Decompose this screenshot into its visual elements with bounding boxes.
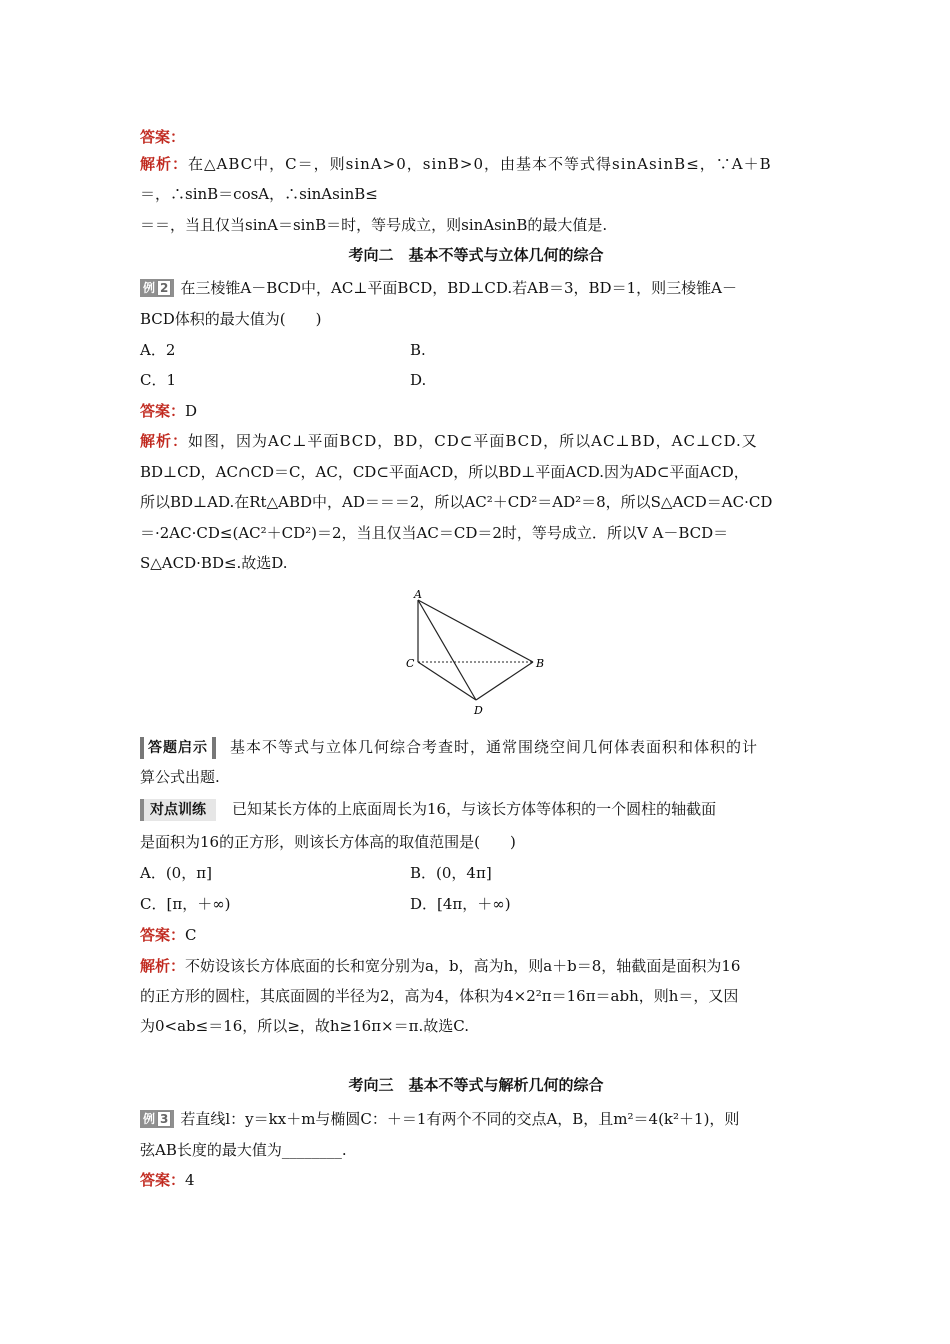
hint-text-1: 基本不等式与立体几何综合考查时，通常围绕空间几何体表面积和体积的计 <box>230 738 759 756</box>
vertex-label-d: D <box>474 704 483 717</box>
hint-line-2: 算公式出题. <box>140 768 220 786</box>
edge-cd <box>418 662 476 700</box>
training-analysis-1 <box>140 955 812 977</box>
example-2-analysis-2: BD⊥CD，AC∩CD＝C，AC，CD⊂平面ACD，所以BD⊥平面ACD.因为AD⊂平面ACD， <box>140 463 749 481</box>
answer-label: 答案： <box>140 926 186 944</box>
example-3-question-2: 弦AB长度的最大值为________. <box>140 1141 347 1159</box>
answer-label: 答案： <box>140 402 186 420</box>
section-heading-3: 考向三 基本不等式与解析几何的综合 <box>348 1076 604 1094</box>
edge-bd <box>476 662 533 700</box>
analysis-line-3: ＝＝，当且仅当sinA＝sinB＝时，等号成立，则sinAsinB的最大值是. <box>140 216 608 234</box>
training-answer <box>140 924 812 946</box>
example-badge-text: 例 <box>143 1112 156 1126</box>
example-badge-number: 3 <box>157 1111 171 1127</box>
example-2-answer <box>140 400 812 422</box>
answer-label: 答案： <box>140 1171 186 1189</box>
example-3-line-1 <box>140 1108 812 1130</box>
option-b: B．(0，4π] <box>410 864 492 882</box>
vertex-label-b: B <box>536 657 545 670</box>
analysis-line-2: ＝，∴sinB＝cosA，∴sinAsinB≤ <box>140 185 378 203</box>
example-3-answer <box>140 1169 812 1191</box>
option-d: D. <box>410 371 427 389</box>
training-question-1: 已知某长方体的上底面周长为16，与该长方体等体积的一个圆柱的轴截面 <box>232 800 717 818</box>
example-badge-number: 2 <box>157 280 171 296</box>
analysis-label: 解析： <box>140 155 189 173</box>
vertex-label-a: A <box>414 588 422 601</box>
analysis-text-1: 在△ABC中，C＝，则sinA>0，sinB>0，由基本不等式得sinAsinB≤，∵A＋B <box>188 155 772 173</box>
example-2-analysis-4: ＝·2AC·CD≤(AC²＋CD²)＝2，当且仅当AC＝CD＝2时，等号成立．所以V A－BCD＝ <box>140 524 729 542</box>
analysis-line <box>140 153 812 175</box>
answer-value: 4 <box>185 1171 195 1189</box>
analysis-text: 如图，因为AC⊥平面BCD，BD，CD⊂平面BCD，所以AC⊥BD，AC⊥CD.又 <box>188 432 758 450</box>
option-c: C．1 <box>140 371 177 389</box>
example-3-question-1: 若直线l：y＝kx＋m与椭圆C：＋＝1有两个不同的交点A，B，且m²＝4(k²＋1)，则 <box>180 1110 740 1128</box>
example-2-options-ab <box>140 339 812 361</box>
training-analysis-3: 为0<ab≤＝16，所以≥，故h≥16π×＝π.故选C. <box>140 1017 469 1035</box>
tetrahedron-diagram <box>400 588 560 720</box>
option-b: B. <box>410 341 426 359</box>
example-2-analysis-5: S△ACD·BD≤.故选D. <box>140 554 288 572</box>
edge-ab <box>418 600 533 662</box>
hint-line-1 <box>140 736 812 759</box>
example-2-question-2: BCD体积的最大值为( ) <box>140 310 322 328</box>
option-c: C．[π，＋∞) <box>140 895 231 913</box>
analysis-label: 解析： <box>140 432 189 450</box>
answer-label: 答案： <box>140 128 186 146</box>
answer-value: D <box>185 402 198 420</box>
example-badge-text: 例 <box>143 281 156 295</box>
option-d: D．[4π，＋∞) <box>410 895 511 913</box>
training-question-2: 是面积为16的正方形，则该长方体高的取值范围是( ) <box>140 833 516 851</box>
training-options-cd <box>140 893 812 915</box>
example-badge <box>140 279 174 297</box>
section-heading-2: 考向二 基本不等式与立体几何的综合 <box>348 246 604 264</box>
example-2-analysis-1 <box>140 430 812 452</box>
training-options-ab <box>140 862 812 884</box>
training-line-1 <box>140 798 812 821</box>
analysis-text: 不妨设该长方体底面的长和宽分别为a，b，高为h，则a＋b＝8，轴截面是面积为16 <box>185 957 741 975</box>
vertex-label-c: C <box>406 657 415 670</box>
example-2-options-cd <box>140 369 812 391</box>
answer-line-1 <box>140 126 812 148</box>
example-badge <box>140 1110 174 1128</box>
example-2-line-1 <box>140 277 812 299</box>
analysis-label: 解析： <box>140 957 186 975</box>
training-badge: 对点训练 <box>140 799 216 821</box>
training-analysis-2: 的正方形的圆柱，其底面圆的半径为2，高为4，体积为4×2²π＝16π＝abh，则h＝，又因 <box>140 987 739 1005</box>
hint-badge: 答题启示 <box>140 737 216 759</box>
example-2-question-1: 在三棱锥A－BCD中，AC⊥平面BCD，BD⊥CD.若AB＝3，BD＝1，则三棱锥A－ <box>180 279 737 297</box>
answer-value: C <box>185 926 197 944</box>
example-2-analysis-3: 所以BD⊥AD.在Rt△ABD中，AD＝＝＝2，所以AC²＋CD²＝AD²＝8，所以S△ACD＝AC·CD <box>140 493 773 511</box>
option-a: A．(0，π] <box>140 864 212 882</box>
option-a: A．2 <box>140 341 176 359</box>
